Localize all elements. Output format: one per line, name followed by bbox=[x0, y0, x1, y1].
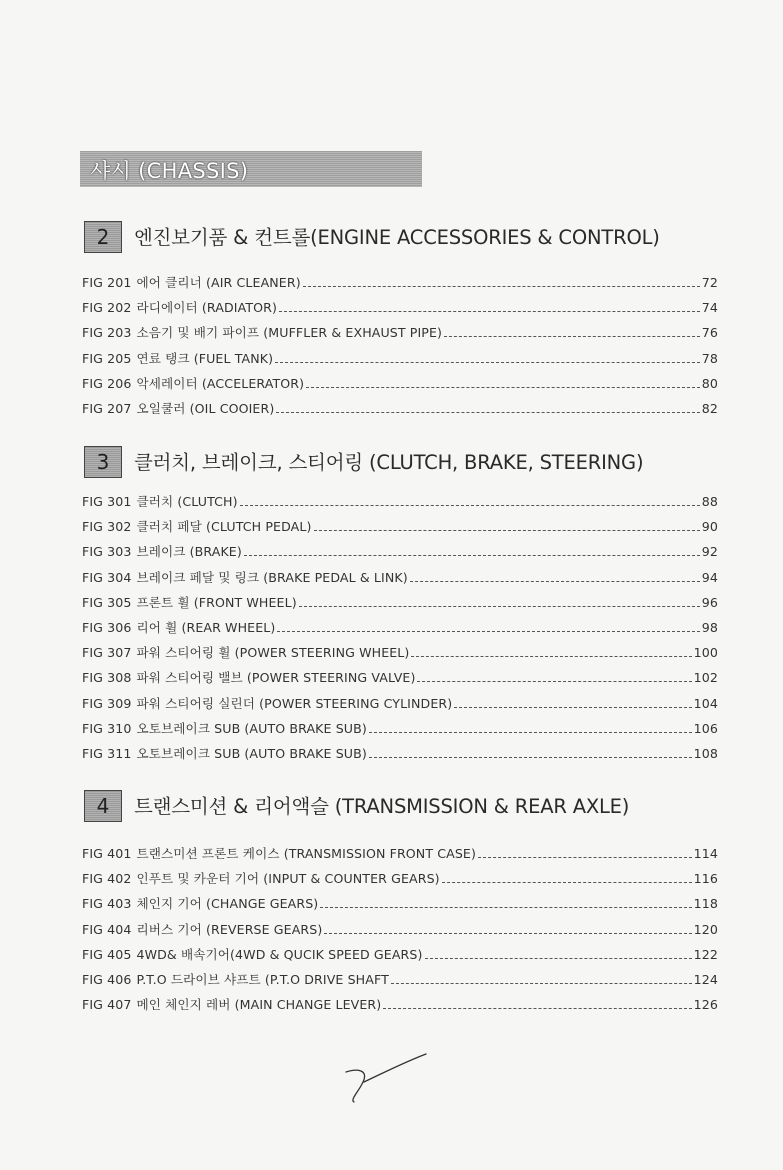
dot-leader bbox=[320, 895, 691, 908]
page-number: 122 bbox=[693, 946, 718, 962]
entry-title: 리버스 기어 (REVERSE GEARS) bbox=[136, 921, 323, 937]
dot-leader bbox=[478, 845, 692, 858]
page-number: 90 bbox=[701, 519, 718, 535]
entry-title: 메인 체인지 레버 (MAIN CHANGE LEVER) bbox=[136, 997, 382, 1013]
toc-list-section-2 bbox=[82, 272, 718, 423]
toc-entry[interactable] bbox=[82, 969, 718, 994]
entry-title: 오일쿨러 (OIL COOIER) bbox=[136, 400, 275, 416]
section-number-box: 3 bbox=[84, 446, 122, 478]
entry-title: 오토브레이크 SUB (AUTO BRAKE SUB) bbox=[136, 720, 367, 736]
page-number: 72 bbox=[701, 275, 718, 290]
fig-number: FIG 303 bbox=[82, 544, 132, 560]
page-number: 114 bbox=[693, 846, 718, 861]
fig-number: FIG 203 bbox=[82, 325, 132, 341]
entry-title: 연료 탱크 (FUEL TANK) bbox=[136, 350, 274, 366]
toc-entry[interactable] bbox=[82, 541, 718, 566]
page-number: 104 bbox=[693, 695, 718, 711]
page-number: 106 bbox=[693, 720, 718, 736]
page-number: 108 bbox=[693, 745, 718, 761]
page-number: 118 bbox=[693, 896, 718, 912]
entry-title: 브레이크 페달 및 링크 (BRAKE PEDAL & LINK) bbox=[136, 569, 408, 585]
page-number: 88 bbox=[701, 494, 718, 509]
section-title: 엔진보기품 & 컨트롤(ENGINE ACCESSORIES & CONTROL) bbox=[134, 226, 660, 249]
toc-entry[interactable] bbox=[82, 642, 718, 667]
fig-number: FIG 406 bbox=[82, 971, 132, 987]
chapter-title: 샤시 (CHASSIS) bbox=[90, 159, 249, 183]
toc-list-section-4 bbox=[82, 843, 718, 1019]
handwritten-signature bbox=[340, 1050, 430, 1110]
dot-leader bbox=[454, 695, 691, 708]
fig-number: FIG 310 bbox=[82, 720, 132, 736]
dot-leader bbox=[299, 594, 700, 607]
fig-number: FIG 402 bbox=[82, 871, 132, 887]
dot-leader bbox=[244, 543, 700, 556]
dot-leader bbox=[314, 518, 700, 531]
page-number: 96 bbox=[701, 594, 718, 610]
dot-leader bbox=[391, 971, 692, 984]
fig-number: FIG 405 bbox=[82, 946, 132, 962]
entry-title: 트랜스미션 프론트 케이스 (TRANSMISSION FRONT CASE) bbox=[136, 846, 476, 861]
page-number: 74 bbox=[701, 300, 718, 316]
section-number-box: 2 bbox=[84, 221, 122, 253]
chapter-banner bbox=[80, 151, 422, 187]
toc-entry[interactable] bbox=[82, 373, 718, 398]
section-number-box: 4 bbox=[84, 790, 122, 822]
fig-number: FIG 407 bbox=[82, 997, 132, 1013]
fig-number: FIG 307 bbox=[82, 645, 132, 661]
fig-number: FIG 202 bbox=[82, 300, 132, 316]
dot-leader bbox=[444, 324, 700, 337]
fig-number: FIG 301 bbox=[82, 494, 132, 509]
toc-entry[interactable] bbox=[82, 297, 718, 322]
dot-leader bbox=[383, 996, 691, 1009]
toc-entry[interactable] bbox=[82, 348, 718, 373]
fig-number: FIG 206 bbox=[82, 375, 132, 391]
entry-title: 클러치 페달 (CLUTCH PEDAL) bbox=[136, 519, 312, 535]
dot-leader bbox=[303, 274, 700, 287]
toc-entry[interactable] bbox=[82, 843, 718, 868]
fig-number: FIG 306 bbox=[82, 619, 132, 635]
page-number: 100 bbox=[693, 645, 718, 661]
entry-title: 리어 휠 (REAR WHEEL) bbox=[136, 619, 276, 635]
fig-number: FIG 404 bbox=[82, 921, 132, 937]
page-number: 78 bbox=[701, 350, 718, 366]
fig-number: FIG 304 bbox=[82, 569, 132, 585]
page-number: 80 bbox=[701, 375, 718, 391]
entry-title: 파워 스티어링 휠 (POWER STEERING WHEEL) bbox=[136, 645, 410, 661]
dot-leader bbox=[369, 745, 692, 758]
toc-entry[interactable] bbox=[82, 944, 718, 969]
page-number: 94 bbox=[701, 569, 718, 585]
fig-number: FIG 401 bbox=[82, 846, 132, 861]
fig-number: FIG 305 bbox=[82, 594, 132, 610]
entry-title: 에어 클리너 (AIR CLEANER) bbox=[136, 275, 301, 290]
toc-entry[interactable] bbox=[82, 617, 718, 642]
toc-entry[interactable] bbox=[82, 994, 718, 1019]
toc-entry[interactable] bbox=[82, 893, 718, 918]
dot-leader bbox=[240, 493, 700, 506]
entry-title: 프론트 휠 (FRONT WHEEL) bbox=[136, 594, 297, 610]
toc-entry[interactable] bbox=[82, 398, 718, 423]
fig-number: FIG 201 bbox=[82, 275, 132, 290]
toc-entry[interactable] bbox=[82, 693, 718, 718]
dot-leader bbox=[369, 720, 692, 733]
dot-leader bbox=[279, 299, 700, 312]
entry-title: 브레이크 (BRAKE) bbox=[136, 544, 242, 560]
page-number: 82 bbox=[701, 400, 718, 416]
entry-title: 체인지 기어 (CHANGE GEARS) bbox=[136, 896, 319, 912]
page-number: 116 bbox=[693, 871, 718, 887]
fig-number: FIG 309 bbox=[82, 695, 132, 711]
toc-entry[interactable] bbox=[82, 272, 718, 297]
entry-title: 4WD& 배속기어(4WD & QUCIK SPEED GEARS) bbox=[136, 946, 423, 962]
entry-title: 클러치 (CLUTCH) bbox=[136, 494, 238, 509]
toc-entry[interactable] bbox=[82, 322, 718, 347]
page-number: 92 bbox=[701, 544, 718, 560]
dot-leader bbox=[277, 619, 699, 632]
dot-leader bbox=[442, 870, 692, 883]
dot-leader bbox=[425, 946, 692, 959]
entry-title: 오토브레이크 SUB (AUTO BRAKE SUB) bbox=[136, 745, 367, 761]
page-number: 124 bbox=[693, 971, 718, 987]
entry-title: 소음기 및 배기 파이프 (MUFFLER & EXHAUST PIPE) bbox=[136, 325, 443, 341]
fig-number: FIG 311 bbox=[82, 745, 132, 761]
toc-entry[interactable] bbox=[82, 567, 718, 592]
toc-entry[interactable] bbox=[82, 718, 718, 743]
fig-number: FIG 207 bbox=[82, 400, 132, 416]
dot-leader bbox=[411, 644, 691, 657]
page-number: 76 bbox=[701, 325, 718, 341]
dot-leader bbox=[410, 569, 700, 582]
page-number: 102 bbox=[693, 670, 718, 686]
toc-list-section-3 bbox=[82, 491, 718, 768]
dot-leader bbox=[275, 350, 700, 363]
toc-entry[interactable] bbox=[82, 592, 718, 617]
toc-entry[interactable] bbox=[82, 743, 718, 768]
page-number: 98 bbox=[701, 619, 718, 635]
toc-entry[interactable] bbox=[82, 491, 718, 516]
toc-entry[interactable] bbox=[82, 919, 718, 944]
section-title: 클러치, 브레이크, 스티어링 (CLUTCH, BRAKE, STEERING) bbox=[134, 451, 644, 474]
dot-leader bbox=[417, 669, 691, 682]
dot-leader bbox=[276, 400, 699, 413]
entry-title: 라디에이터 (RADIATOR) bbox=[136, 300, 277, 316]
section-title: 트랜스미션 & 리어액슬 (TRANSMISSION & REAR AXLE) bbox=[134, 795, 630, 818]
entry-title: 파워 스티어링 밸브 (POWER STEERING VALVE) bbox=[136, 670, 416, 686]
page-number: 126 bbox=[693, 997, 718, 1013]
entry-title: 인푸트 및 카운터 기어 (INPUT & COUNTER GEARS) bbox=[136, 871, 440, 887]
page-number: 120 bbox=[693, 921, 718, 937]
dot-leader bbox=[306, 375, 700, 388]
fig-number: FIG 403 bbox=[82, 896, 132, 912]
toc-entry[interactable] bbox=[82, 868, 718, 893]
entry-title: P.T.O 드라이브 샤프트 (P.T.O DRIVE SHAFT bbox=[136, 971, 389, 987]
toc-entry[interactable] bbox=[82, 516, 718, 541]
toc-entry[interactable] bbox=[82, 667, 718, 692]
fig-number: FIG 302 bbox=[82, 519, 132, 535]
entry-title: 파워 스티어링 실린더 (POWER STEERING CYLINDER) bbox=[136, 695, 453, 711]
entry-title: 악세레이터 (ACCELERATOR) bbox=[136, 375, 305, 391]
fig-number: FIG 205 bbox=[82, 350, 132, 366]
dot-leader bbox=[324, 921, 691, 934]
fig-number: FIG 308 bbox=[82, 670, 132, 686]
